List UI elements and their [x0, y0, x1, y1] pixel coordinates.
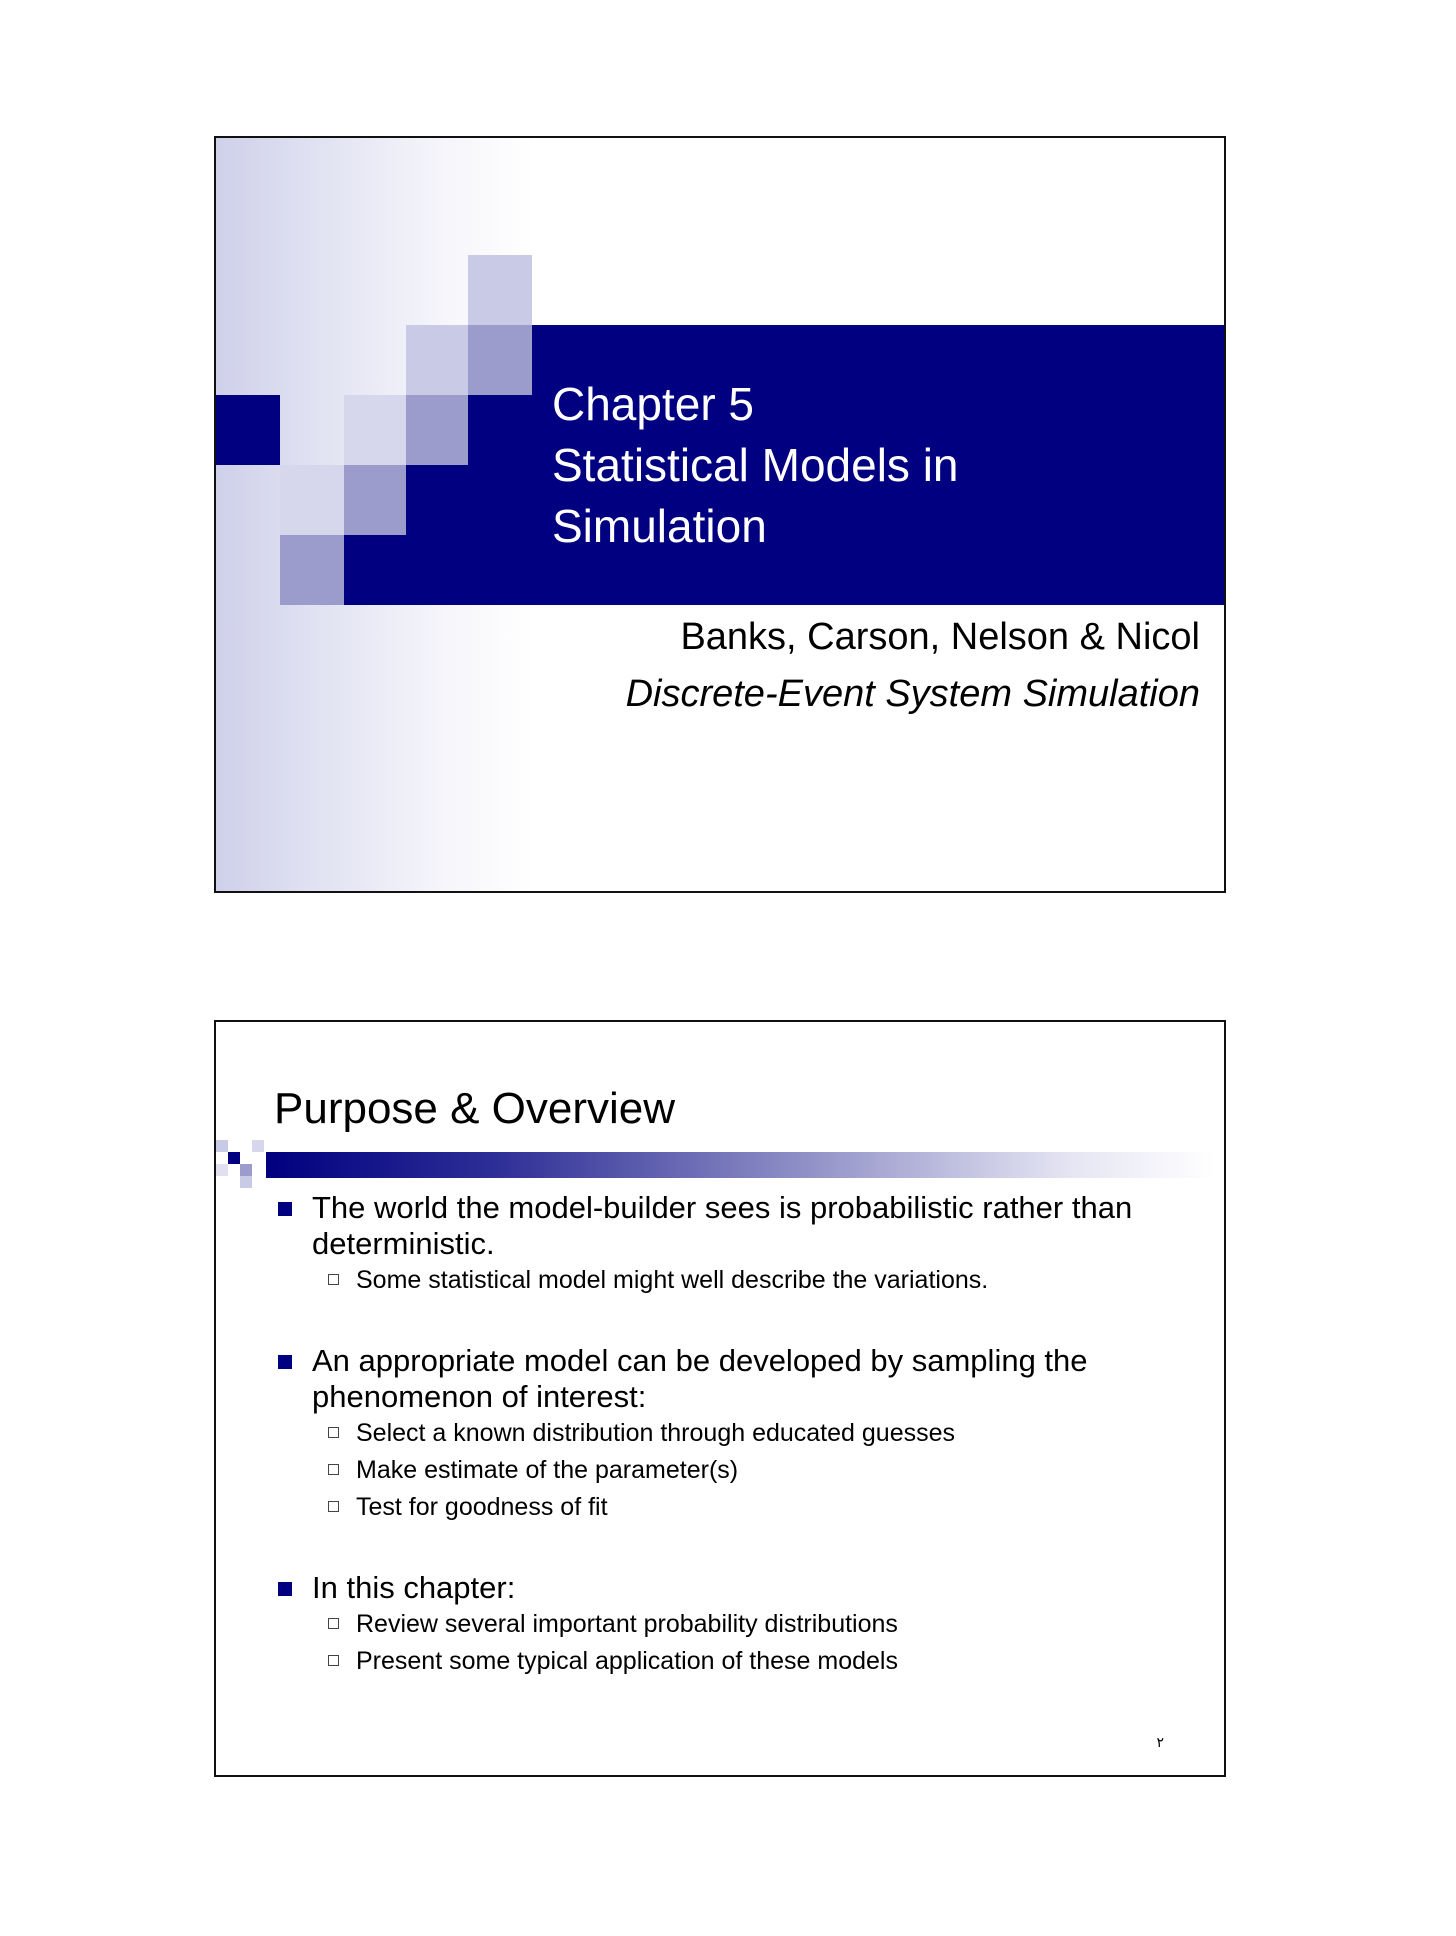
hollow-square-icon: [328, 1618, 339, 1629]
sub-bullet-text: Review several important probability distributions: [356, 1610, 898, 1638]
bullet-item: [274, 1570, 1194, 1606]
sub-bullet-item: [274, 1489, 1194, 1526]
decorative-square: [406, 325, 468, 395]
decorative-square: [344, 395, 406, 465]
decorative-square: [228, 1152, 240, 1164]
authors: Banks, Carson, Nelson & Nicol: [680, 616, 1200, 658]
sub-bullet-text: Some statistical model might well describe the variations.: [356, 1266, 989, 1294]
bullet-square-icon: [278, 1202, 292, 1216]
bullet-square-icon: [278, 1582, 292, 1596]
decorative-square: [252, 1140, 264, 1152]
sub-bullet-item: [274, 1415, 1194, 1452]
sub-bullet-text: Test for goodness of fit: [356, 1493, 608, 1521]
hollow-square-icon: [328, 1274, 339, 1285]
decorative-square: [280, 465, 344, 535]
bullet-square-icon: [278, 1355, 292, 1369]
book-title: Discrete-Event System Simulation: [625, 673, 1200, 715]
decorative-square: [240, 1164, 252, 1176]
title-line: Statistical Models in: [552, 439, 959, 491]
bullet-text: An appropriate model can be developed by sampling the phenomenon of interest:: [312, 1343, 1088, 1414]
bullet-text: The world the model-builder sees is probabilistic rather than deterministic.: [312, 1190, 1133, 1261]
title-slide: [214, 136, 1226, 893]
decorative-square: [216, 1140, 228, 1152]
decorative-square: [468, 325, 532, 395]
overview-slide: [214, 1020, 1226, 1777]
slide-heading: Purpose & Overview: [274, 1084, 676, 1133]
sub-bullet-item: [274, 1452, 1194, 1489]
bullet-list: [274, 1190, 1194, 1680]
decorative-square: [344, 535, 406, 605]
bullet-item: [274, 1190, 1194, 1262]
decorative-square: [216, 1164, 228, 1176]
title-line: Simulation: [552, 500, 767, 552]
bullet-text: In this chapter:: [312, 1570, 516, 1605]
decorative-square: [280, 535, 344, 605]
decorative-square: [344, 465, 406, 535]
sub-bullet-text: Select a known distribution through educated guesses: [356, 1419, 955, 1447]
hollow-square-icon: [328, 1501, 339, 1512]
slide-title: [552, 374, 1192, 557]
hollow-square-icon: [328, 1655, 339, 1666]
slide-number: ٢: [1156, 1734, 1164, 1750]
sub-bullet-text: Present some typical application of these models: [356, 1647, 898, 1675]
heading-gradient-rule: [266, 1152, 1216, 1178]
sub-bullet-item: [274, 1643, 1194, 1680]
sub-bullet-item: [274, 1606, 1194, 1643]
title-line: Chapter 5: [552, 378, 755, 430]
decorative-square: [406, 395, 468, 465]
decorative-square: [468, 255, 532, 325]
bullet-item: [274, 1343, 1194, 1415]
hollow-square-icon: [328, 1464, 339, 1475]
decorative-square: [240, 1176, 252, 1188]
decorative-square: [216, 395, 280, 465]
hollow-square-icon: [328, 1427, 339, 1438]
sub-bullet-text: Make estimate of the parameter(s): [356, 1456, 739, 1484]
sub-bullet-item: [274, 1262, 1194, 1299]
